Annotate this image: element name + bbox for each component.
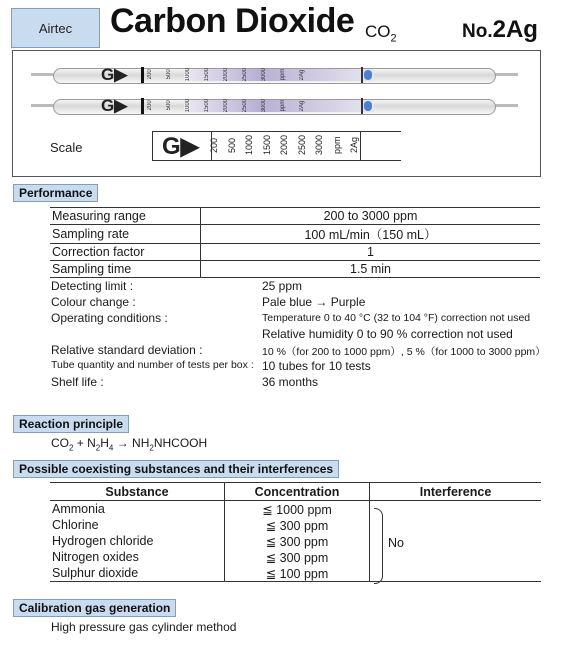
scale-tick: 3000: [314, 134, 324, 156]
scale-label: Scale: [50, 140, 83, 155]
scale-tick: 2500: [296, 134, 307, 156]
scale-tick: 200: [209, 137, 219, 153]
table-row: Correction factor 1: [50, 244, 540, 261]
detector-tube-top: [31, 65, 518, 85]
reaction-heading: Reaction principle: [13, 415, 129, 433]
scale-ticks: [209, 130, 367, 160]
detail-value: 25 ppm: [262, 279, 303, 293]
interference-result: No: [388, 536, 404, 550]
detail-value: Temperature 0 to 40 °C (32 to 104 °F) correction not used: [262, 312, 531, 324]
grouping-brace: [374, 508, 383, 584]
scale-tick: 2000: [279, 134, 289, 156]
scale-tick: 1000: [244, 134, 254, 156]
indicator-dot: [364, 70, 372, 80]
detail-label: Operating conditions :: [51, 311, 168, 325]
g-mark: G▶: [101, 65, 128, 84]
scale-tick: 1500: [261, 134, 272, 156]
table-row: Hydrogen chloride ≦ 300 ppm: [50, 533, 541, 549]
scale-tick: ppm: [331, 136, 342, 154]
tube-marks: 200 500 1000 1500 2000 2500 3000 ppm 2Ag: [147, 68, 305, 82]
table-row: Nitrogen oxides ≦ 300 ppm: [50, 549, 541, 565]
model-number: No.2Ag: [462, 16, 538, 43]
detector-tube-bottom: G▶ 200 500 1000 1500 2000 2500 3000 ppm 2Ag: [31, 96, 518, 116]
brand-box: [11, 8, 100, 48]
calibration-heading: Calibration gas generation: [13, 599, 176, 617]
detail-label: Shelf life :: [51, 375, 104, 389]
scale-tick: 500: [226, 137, 237, 153]
detail-label: Relative standard deviation :: [51, 343, 203, 357]
column-header: Substance: [50, 483, 225, 501]
table-row: Measuring range 200 to 3000 ppm: [50, 208, 540, 225]
interference-table: [50, 482, 541, 582]
column-header: Interference: [370, 483, 542, 501]
table-row: Sulphur dioxide ≦ 100 ppm: [50, 565, 541, 582]
scale-g-mark: G▶: [162, 133, 200, 160]
calibration-text: High pressure gas cylinder method: [51, 620, 237, 634]
detail-value: 10 %（for 200 to 1000 ppm）, 5 %（for 1000 to 3000 ppm）: [262, 346, 546, 358]
title-formula: $CO_2$: [365, 22, 397, 45]
interference-heading: Possible coexisting substances and their interferences: [13, 460, 339, 478]
table-row: Sampling time 1.5 min: [50, 261, 540, 278]
column-header: Concentration: [225, 483, 370, 501]
page-title: Carbon Dioxide: [110, 2, 355, 40]
detail-value: Relative humidity 0 to 90 % correction not used: [262, 327, 513, 341]
table-row: Ammonia ≦ 1000 ppm: [50, 501, 541, 518]
table-row: Sampling rate 100 mL/min（150 mL）: [50, 225, 540, 244]
performance-heading: Performance: [13, 184, 98, 202]
detail-label: Detecting limit :: [51, 279, 134, 293]
detail-value: 10 tubes for 10 tests: [262, 359, 371, 373]
detail-value: Pale blue → Purple: [262, 295, 366, 309]
detail-value: 36 months: [262, 375, 319, 389]
table-row: Chlorine ≦ 300 ppm: [50, 517, 541, 533]
detail-label: Tube quantity and number of tests per box :: [51, 359, 254, 371]
brand-label: Airtec: [38, 20, 73, 36]
reaction-equation: $CO_2 + N_2H_4$ → $NH_2NHCOOH$: [51, 436, 208, 453]
scale-tick: 2Ag: [349, 137, 359, 154]
performance-table: [50, 207, 540, 278]
detail-label: Colour change :: [51, 295, 136, 309]
